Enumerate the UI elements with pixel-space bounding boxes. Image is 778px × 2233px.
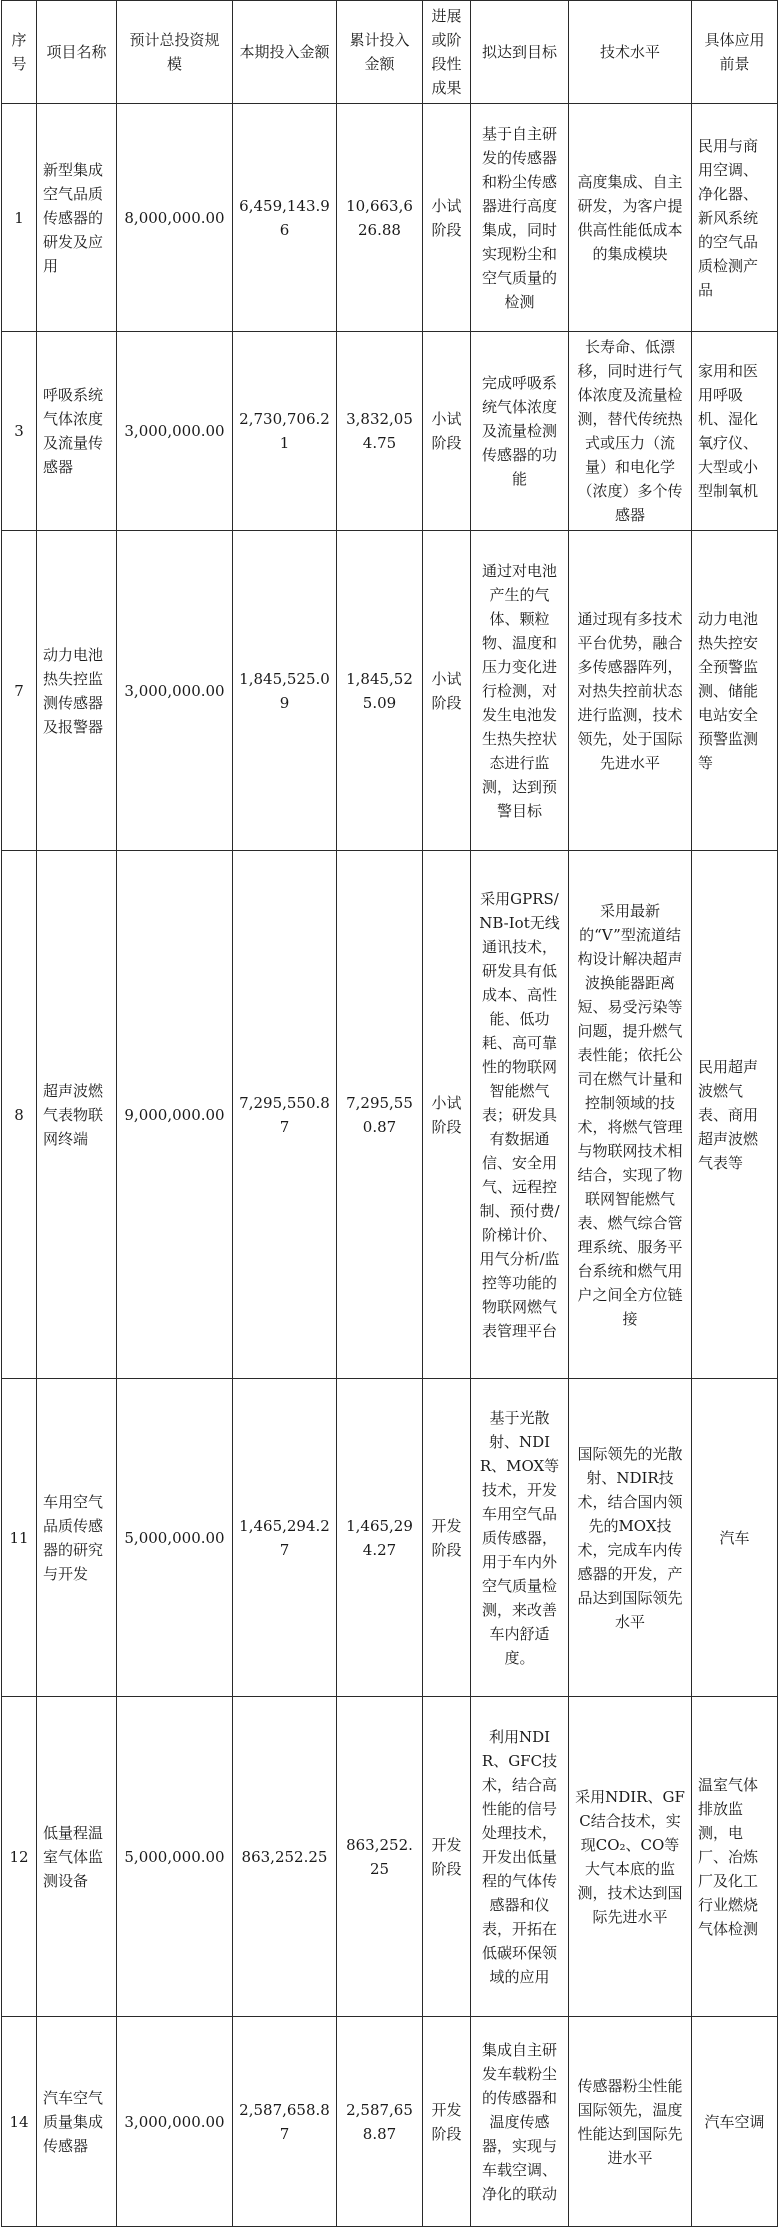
table-row [2, 851, 778, 1379]
cell-no: 3 [2, 332, 37, 531]
cell-current: 6,459,143.96 [233, 104, 337, 332]
table-row [2, 531, 778, 851]
cell-goal: 利用NDIR、GFC技术，结合高性能的信号处理技术，开发出低量程的气体传感器和仪表，开拓在低碳环保领域的应用 [471, 1697, 569, 2017]
rd-projects-table [1, 0, 778, 2227]
cell-app: 家用和医用呼吸机、湿化氧疗仪、大型或小型制氧机 [692, 332, 778, 531]
cell-stage: 小试阶段 [423, 332, 471, 531]
cell-app: 动力电池热失控安全预警监测、储能电站安全预警监测等 [692, 531, 778, 851]
cell-total: 2,587,658.87 [337, 2017, 423, 2227]
cell-tech: 传感器粉尘性能国际领先，温度性能达到国际先进水平 [569, 2017, 692, 2227]
header-cell: 预计总投资规模 [117, 1, 233, 104]
cell-current: 1,465,294.27 [233, 1379, 337, 1697]
cell-stage: 开发阶段 [423, 1379, 471, 1697]
cell-stage: 开发阶段 [423, 1697, 471, 2017]
cell-name: 汽车空气质量集成传感器 [37, 2017, 117, 2227]
header-cell: 本期投入金额 [233, 1, 337, 104]
cell-current: 1,845,525.09 [233, 531, 337, 851]
table-row [2, 104, 778, 332]
cell-no: 12 [2, 1697, 37, 2017]
cell-tech: 长寿命、低漂移，同时进行气体浓度及流量检测，替代传统热式或压力（流量）和电化学（浓度）多个传感器 [569, 332, 692, 531]
cell-tech: 国际领先的光散射、NDIR技术，结合国内领先的MOX技术，完成车内传感器的开发，产品达到国际领先水平 [569, 1379, 692, 1697]
cell-app: 汽车 [692, 1379, 778, 1697]
cell-no: 14 [2, 2017, 37, 2227]
cell-tech: 采用最新的“V”型流道结构设计解决超声波换能器距离短、易受污染等问题，提升燃气表性能；依托公司在燃气计量和控制领域的技术，将燃气管理与物联网技术相结合，实现了物联网智能燃气表、燃气综合管理系统、服务平台系统和燃气用户之间全方位链接 [569, 851, 692, 1379]
cell-no: 8 [2, 851, 37, 1379]
table-row [2, 332, 778, 531]
cell-app: 民用超声波燃气表、商用超声波燃气表等 [692, 851, 778, 1379]
cell-tech: 通过现有多技术平台优势，融合多传感器阵列，对热失控前状态进行监测，技术领先，处于国际先进水平 [569, 531, 692, 851]
cell-total: 3,832,054.75 [337, 332, 423, 531]
cell-stage: 小试阶段 [423, 104, 471, 332]
cell-current: 2,587,658.87 [233, 2017, 337, 2227]
header-cell: 进展或阶段性成果 [423, 1, 471, 104]
cell-budget: 9,000,000.00 [117, 851, 233, 1379]
cell-goal: 集成自主研发车载粉尘的传感器和温度传感器，实现与车载空调、净化的联动 [471, 2017, 569, 2227]
cell-current: 7,295,550.87 [233, 851, 337, 1379]
cell-app: 民用与商用空调、净化器、新风系统的空气品质检测产品 [692, 104, 778, 332]
header-cell: 项目名称 [37, 1, 117, 104]
header-cell: 技术水平 [569, 1, 692, 104]
cell-budget: 3,000,000.00 [117, 2017, 233, 2227]
cell-budget: 5,000,000.00 [117, 1379, 233, 1697]
cell-no: 7 [2, 531, 37, 851]
cell-no: 11 [2, 1379, 37, 1697]
cell-budget: 3,000,000.00 [117, 332, 233, 531]
table-header-row [2, 1, 778, 104]
cell-no: 1 [2, 104, 37, 332]
cell-goal: 基于自主研发的传感器和粉尘传感器进行高度集成，同时实现粉尘和空气质量的检测 [471, 104, 569, 332]
cell-stage: 小试阶段 [423, 851, 471, 1379]
cell-total: 10,663,626.88 [337, 104, 423, 332]
header-cell: 具体应用前景 [692, 1, 778, 104]
cell-total: 7,295,550.87 [337, 851, 423, 1379]
cell-name: 新型集成空气品质传感器的研发及应用 [37, 104, 117, 332]
cell-goal: 基于光散射、NDIR、MOX等技术，开发车用空气品质传感器，用于车内外空气质量检测，来改善车内舒适度。 [471, 1379, 569, 1697]
cell-name: 动力电池热失控监测传感器及报警器 [37, 531, 117, 851]
cell-goal: 通过对电池产生的气体、颗粒物、温度和压力变化进行检测，对发生电池发生热失控状态进行监测，达到预警目标 [471, 531, 569, 851]
cell-name: 超声波燃气表物联网终端 [37, 851, 117, 1379]
cell-name: 呼吸系统气体浓度及流量传感器 [37, 332, 117, 531]
table-row [2, 1697, 778, 2017]
cell-tech: 高度集成、自主研发，为客户提供高性能低成本的集成模块 [569, 104, 692, 332]
cell-stage: 开发阶段 [423, 2017, 471, 2227]
cell-app: 汽车空调 [692, 2017, 778, 2227]
cell-total: 863,252.25 [337, 1697, 423, 2017]
cell-goal: 采用GPRS/NB-Iot无线通讯技术，研发具有低成本、高性能、低功耗、高可靠性的物联网智能燃气表；研发具有数据通信、安全用气、远程控制、预付费/阶梯计价、用气分析/监控等功能的物联网燃气表管理平台 [471, 851, 569, 1379]
header-cell: 序号 [2, 1, 37, 104]
table-row [2, 2017, 778, 2227]
table-row [2, 1379, 778, 1697]
cell-budget: 8,000,000.00 [117, 104, 233, 332]
cell-name: 低量程温室气体监测设备 [37, 1697, 117, 2017]
cell-app: 温室气体排放监测，电厂、冶炼厂及化工行业燃烧气体检测 [692, 1697, 778, 2017]
cell-stage: 小试阶段 [423, 531, 471, 851]
cell-budget: 5,000,000.00 [117, 1697, 233, 2017]
header-cell: 拟达到目标 [471, 1, 569, 104]
cell-tech: 采用NDIR、GFC结合技术，实现CO₂、CO等大气本底的监测，技术达到国际先进水平 [569, 1697, 692, 2017]
cell-name: 车用空气品质传感器的研究与开发 [37, 1379, 117, 1697]
cell-goal: 完成呼吸系统气体浓度及流量检测传感器的功能 [471, 332, 569, 531]
header-cell: 累计投入金额 [337, 1, 423, 104]
cell-total: 1,845,525.09 [337, 531, 423, 851]
cell-budget: 3,000,000.00 [117, 531, 233, 851]
cell-current: 863,252.25 [233, 1697, 337, 2017]
cell-current: 2,730,706.21 [233, 332, 337, 531]
cell-total: 1,465,294.27 [337, 1379, 423, 1697]
